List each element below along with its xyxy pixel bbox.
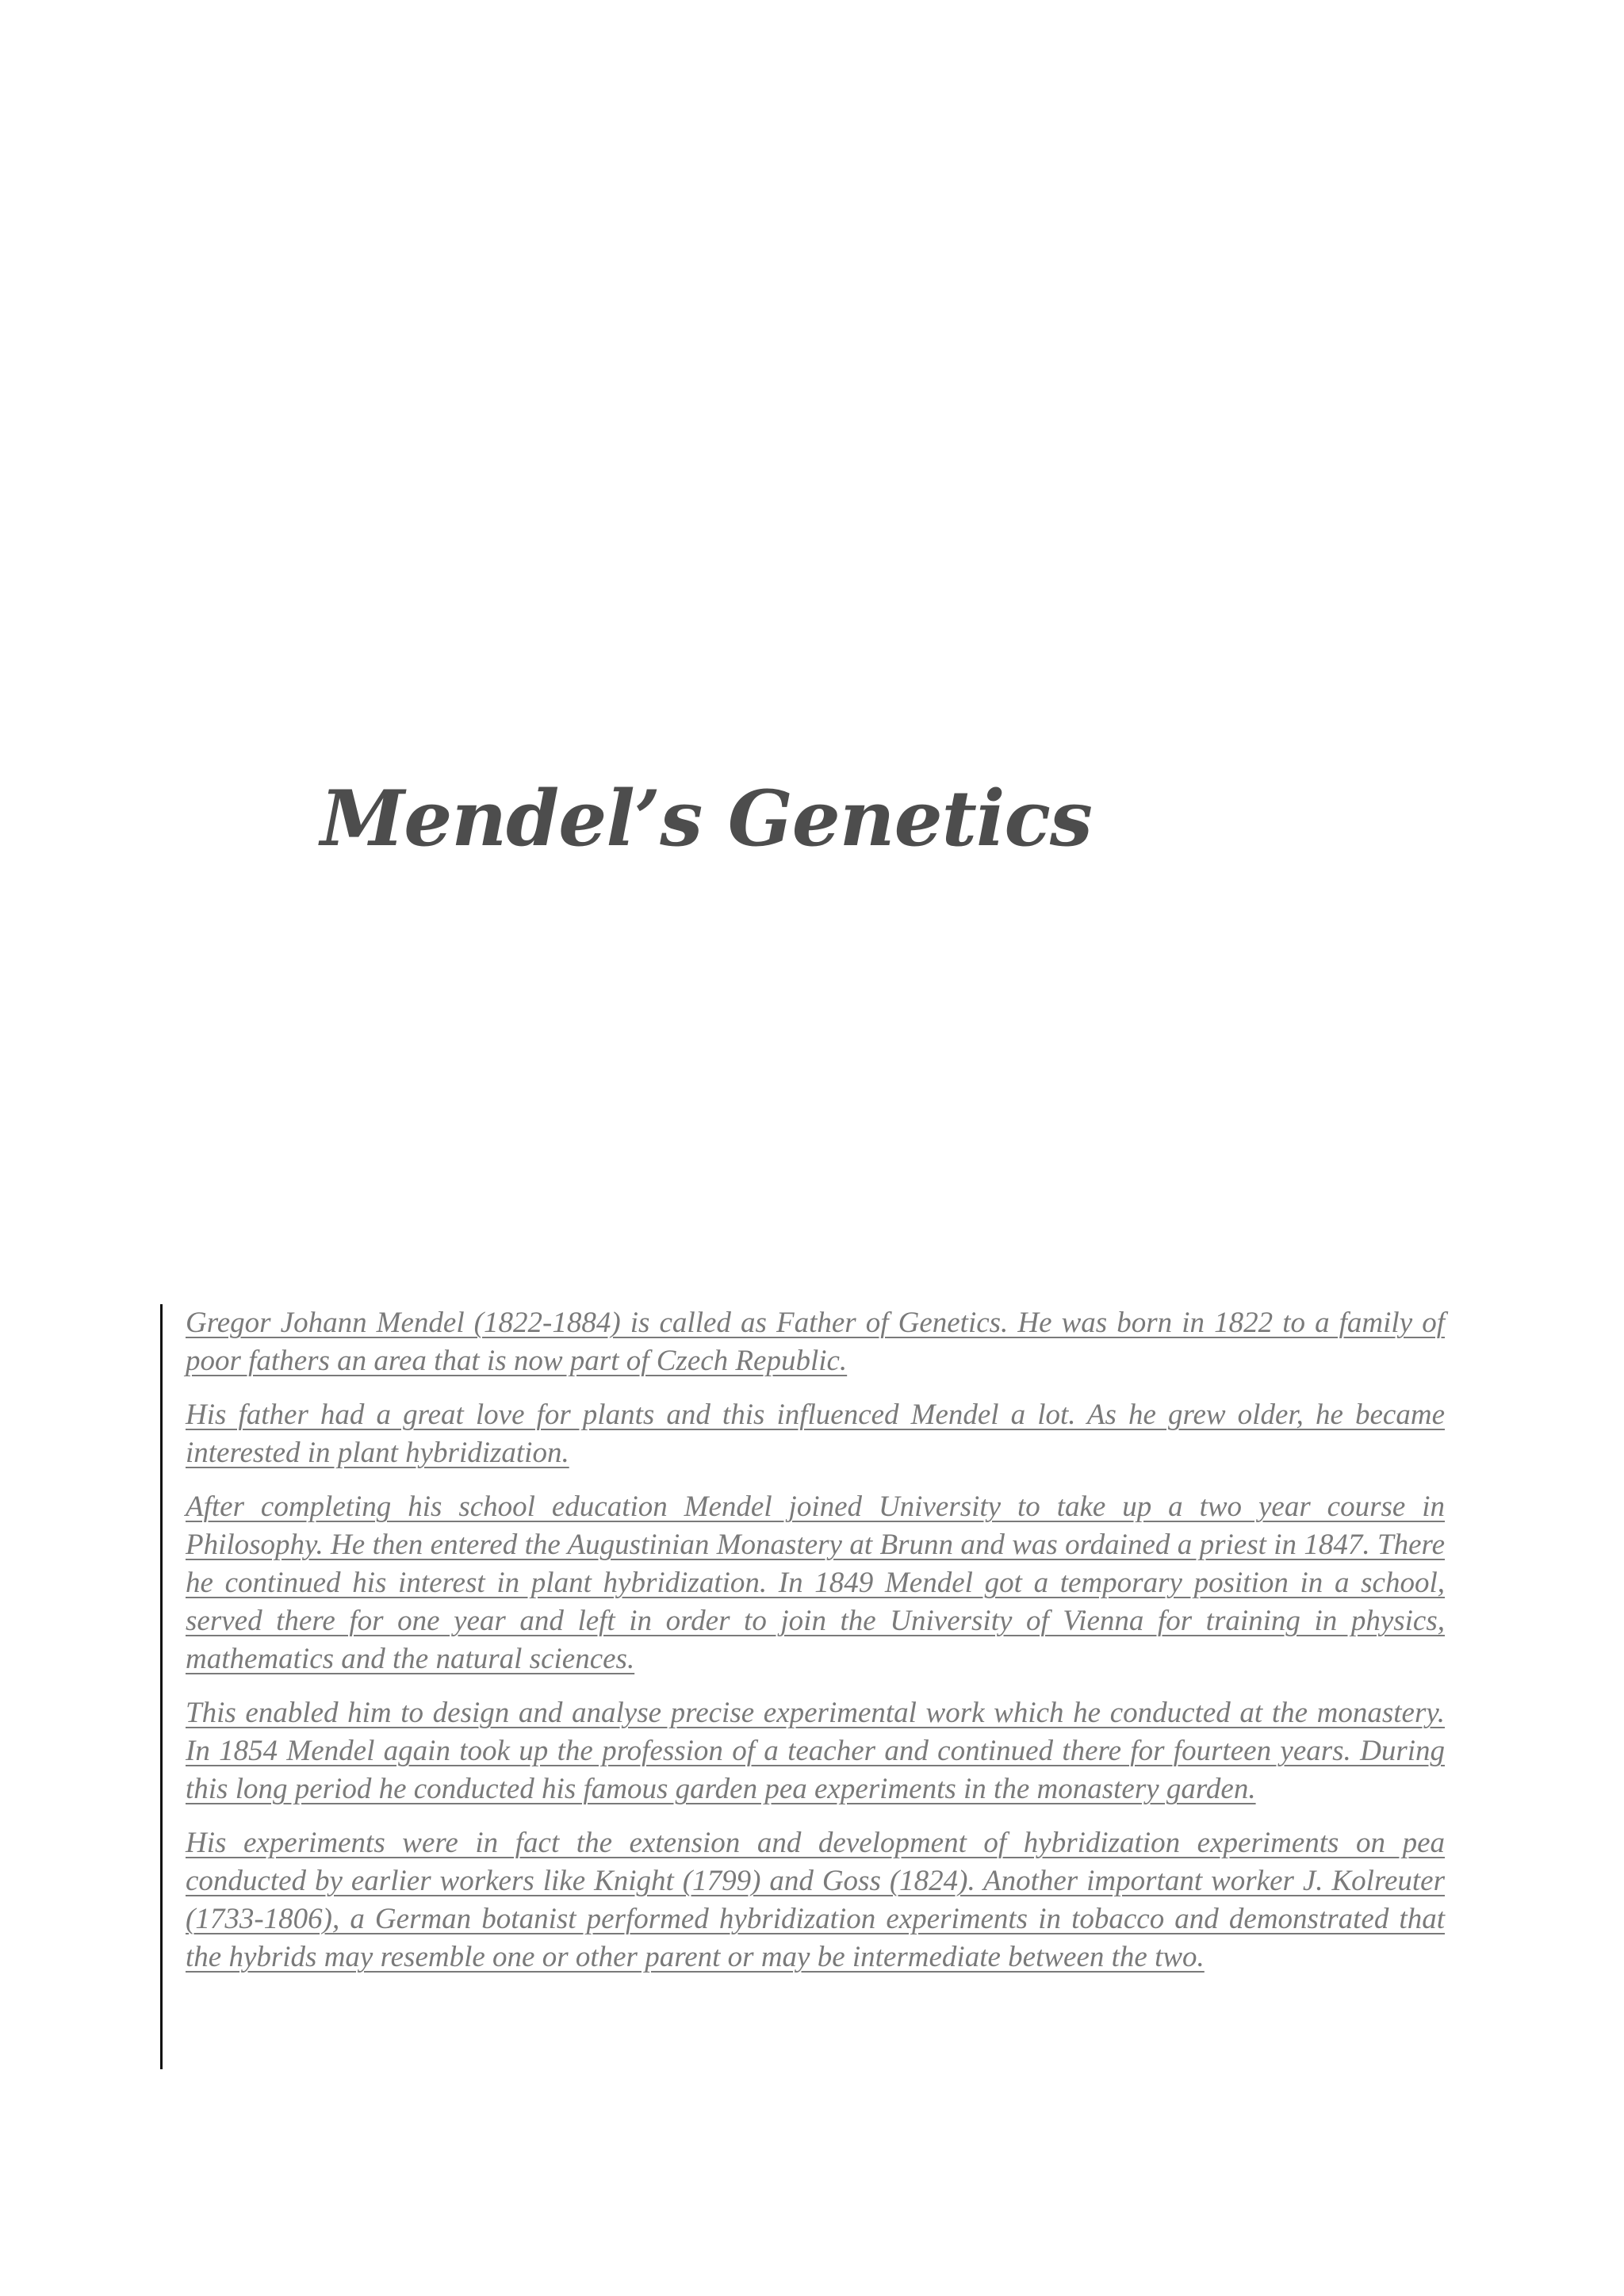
left-border-bar xyxy=(160,1304,163,2069)
paragraph-education: After completing his school education Mendel joined University to take up a two year course in Philosophy. He then entered the Augustinian Monastery at Brunn and was ordained a priest in 1847. There he continued his interest in plant hybridization. In 1849 Mendel got a temporary position in a school, served there for one year and left in order to join the University of Vienna for training in physics, mathematics and the natural sciences. xyxy=(186,1490,1445,1675)
paragraph-list xyxy=(186,1304,1445,1992)
quote-block xyxy=(160,1304,1445,2069)
paragraph-intro: Gregor Johann Mendel (1822-1884) is called as Father of Genetics. He was born in 1822 to a family of poor fathers an area that is now part of Czech Republic. xyxy=(186,1307,1445,1377)
paragraph-father: His father had a great love for plants and this influenced Mendel a lot. As he grew older, he became interested in plant hybridization. xyxy=(186,1399,1445,1469)
page-title: Mendel’s Genetics xyxy=(320,774,1092,863)
paragraph-predecessors: His experiments were in fact the extension and development of hybridization experiments on pea conducted by earlier workers like Knight (1799) and Goss (1824). Another important worker J. Kolreuter (1733-1806), a German botanist performed hybridization experiments in tobacco and demonstrated that the hybrids may resemble one or other parent or may be intermediate between the two. xyxy=(186,1827,1445,1973)
paragraph-experiments: This enabled him to design and analyse precise experimental work which he conducted at the monastery. In 1854 Mendel again took up the profession of a teacher and continued there for fourteen years. During this long period he conducted his famous garden pea experiments in the monastery garden. xyxy=(186,1697,1445,1805)
